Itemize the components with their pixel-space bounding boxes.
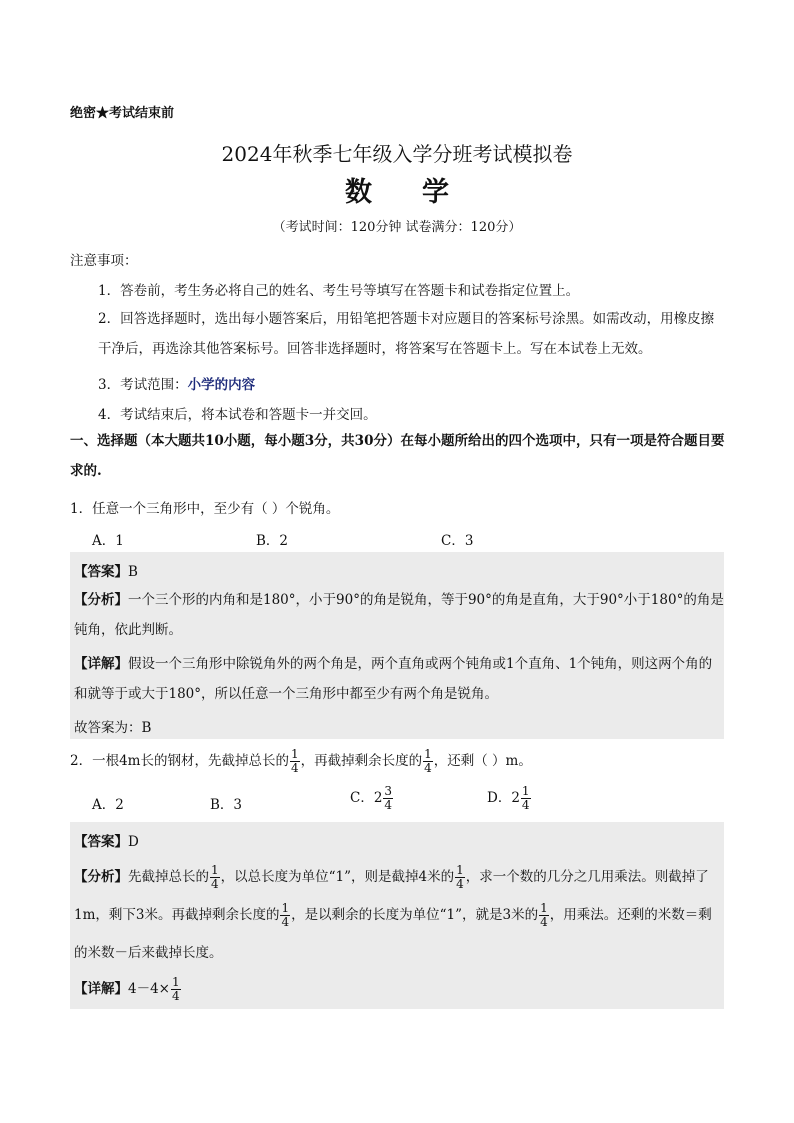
q2-detail-expr: 4－4× [128,981,170,997]
q2-analysis-fraction-3: $\frac{1}{4}$ [281,901,290,929]
q2-analysis-fraction-2: $\frac{1}{4}$ [456,863,464,891]
q2-stem [70,748,532,775]
q2-analysis-part-3: ，求一个数的几分之几用乘法。则截掉了1m，剩下3米。再截掉剩余长度的 [74,869,709,923]
secret-label: 绝密★考试结束前 [70,106,175,121]
q2-option-b: B．3 [210,797,243,813]
q1-answer [74,560,138,580]
q2-analysis-part-1: 先截掉总长的 [128,869,209,885]
q2-analysis-fraction-4: $\frac{1}{4}$ [540,901,548,929]
q1-option-a: A．1 [92,533,124,549]
section-1-heading: 一、选择题（本大题共10小题，每小题3分，共30分）在每小题所给出的四个选项中，只有一项是符合题目要求的. [70,433,725,479]
q2-option-d: D．2 $\frac{1}{4}$ [487,784,530,812]
q2-answer [74,830,139,850]
q1-answer-value: B [128,564,138,580]
q2-analysis-part-5: ，用乘法。还剩的米数＝剩的米数－后来截掉长度。 [74,907,712,961]
q1-detail-tag: 【详解】 [74,656,128,672]
q2-stem-part-a: 2．一根4m长的钢材，先截掉总长的 [70,753,289,769]
q1-analysis [74,585,724,645]
q2-detail [74,976,182,1003]
q2-detail-tag: 【详解】 [74,981,128,997]
q1-stem: 1．任意一个三角形中，至少有（ ）个锐角。 [70,501,340,517]
q2-stem-part-b: ，再截掉剩余长度的 [300,753,423,769]
q1-analysis-tag: 【分析】 [74,592,128,608]
notes-title: 注意事项： [70,253,138,269]
note-3-prefix: 3．考试范围： [98,377,188,393]
q2-option-a: A．2 [92,797,124,813]
q2-analysis-tag: 【分析】 [74,869,128,885]
note-3-scope: 小学的内容 [187,377,256,393]
q1-option-c: C．3 [441,533,474,549]
q2-stem-fraction-1: $\frac{1}{4}$ [290,747,299,775]
q2-analysis-part-2: ，以总长度为单位“1”，则是截掉4米的 [220,869,455,885]
exam-title: 2024年秋季七年级入学分班考试模拟卷 [221,142,573,166]
q2-analysis-part-4: ，是以剩余的长度为单位“1”，就是3米的 [291,907,539,923]
q2-analysis-fraction-1: $\frac{1}{4}$ [211,863,219,891]
exam-time-info: （考试时间：120分钟 试卷满分：120分） [272,220,522,235]
q2-option-c-fraction: $\frac{3}{4}$ [384,784,393,812]
q2-analysis [74,858,724,972]
q2-answer-tag: 【答案】 [74,834,128,850]
q1-answer-tag: 【答案】 [74,564,128,580]
note-2: 2．回答选择题时，选出每小题答案后，用铅笔把答题卡对应题目的答案标号涂黑。如需改动，用橡皮擦干净后，再选涂其他答案标号。回答非选择题时，将答案写在答题卡上。写在本试卷上无效。 [98,311,715,357]
q2-detail-fraction: $\frac{1}{4}$ [172,975,180,1003]
note-4: 4．考试结束后，将本试卷和答题卡一并交回。 [98,407,377,423]
q1-detail-text: 假设一个三角形中除锐角外的两个角是，两个直角或两个钝角或1个直角、1个钝角，则这两个角的和就等于或大于180°，所以任意一个三角形中都至少有两个角是锐角。 [74,656,713,702]
q2-option-d-fraction: $\frac{1}{4}$ [521,784,530,812]
q2-stem-part-c: ，还剩（ ）m。 [433,753,532,769]
subject-title: 数学 [345,177,499,208]
note-3 [98,373,255,393]
q1-solution-block [70,552,724,739]
q1-option-b: B．2 [256,533,289,549]
q1-analysis-text: 一个三个形的内角和是180°，小于90°的角是锐角，等于90°的角是直角，大于90°小于180°的角是钝角，依此判断。 [74,592,724,638]
q2-option-c: C．2 $\frac{3}{4}$ [350,784,393,812]
q2-stem-fraction-2: $\frac{1}{4}$ [424,747,432,775]
q1-detail [74,649,724,709]
note-1: 1．答卷前，考生务必将自己的姓名、考生号等填写在答题卡和试卷指定位置上。 [98,283,580,299]
q2-answer-value: D [128,834,139,850]
q1-conclusion: 故答案为：B [74,720,152,736]
